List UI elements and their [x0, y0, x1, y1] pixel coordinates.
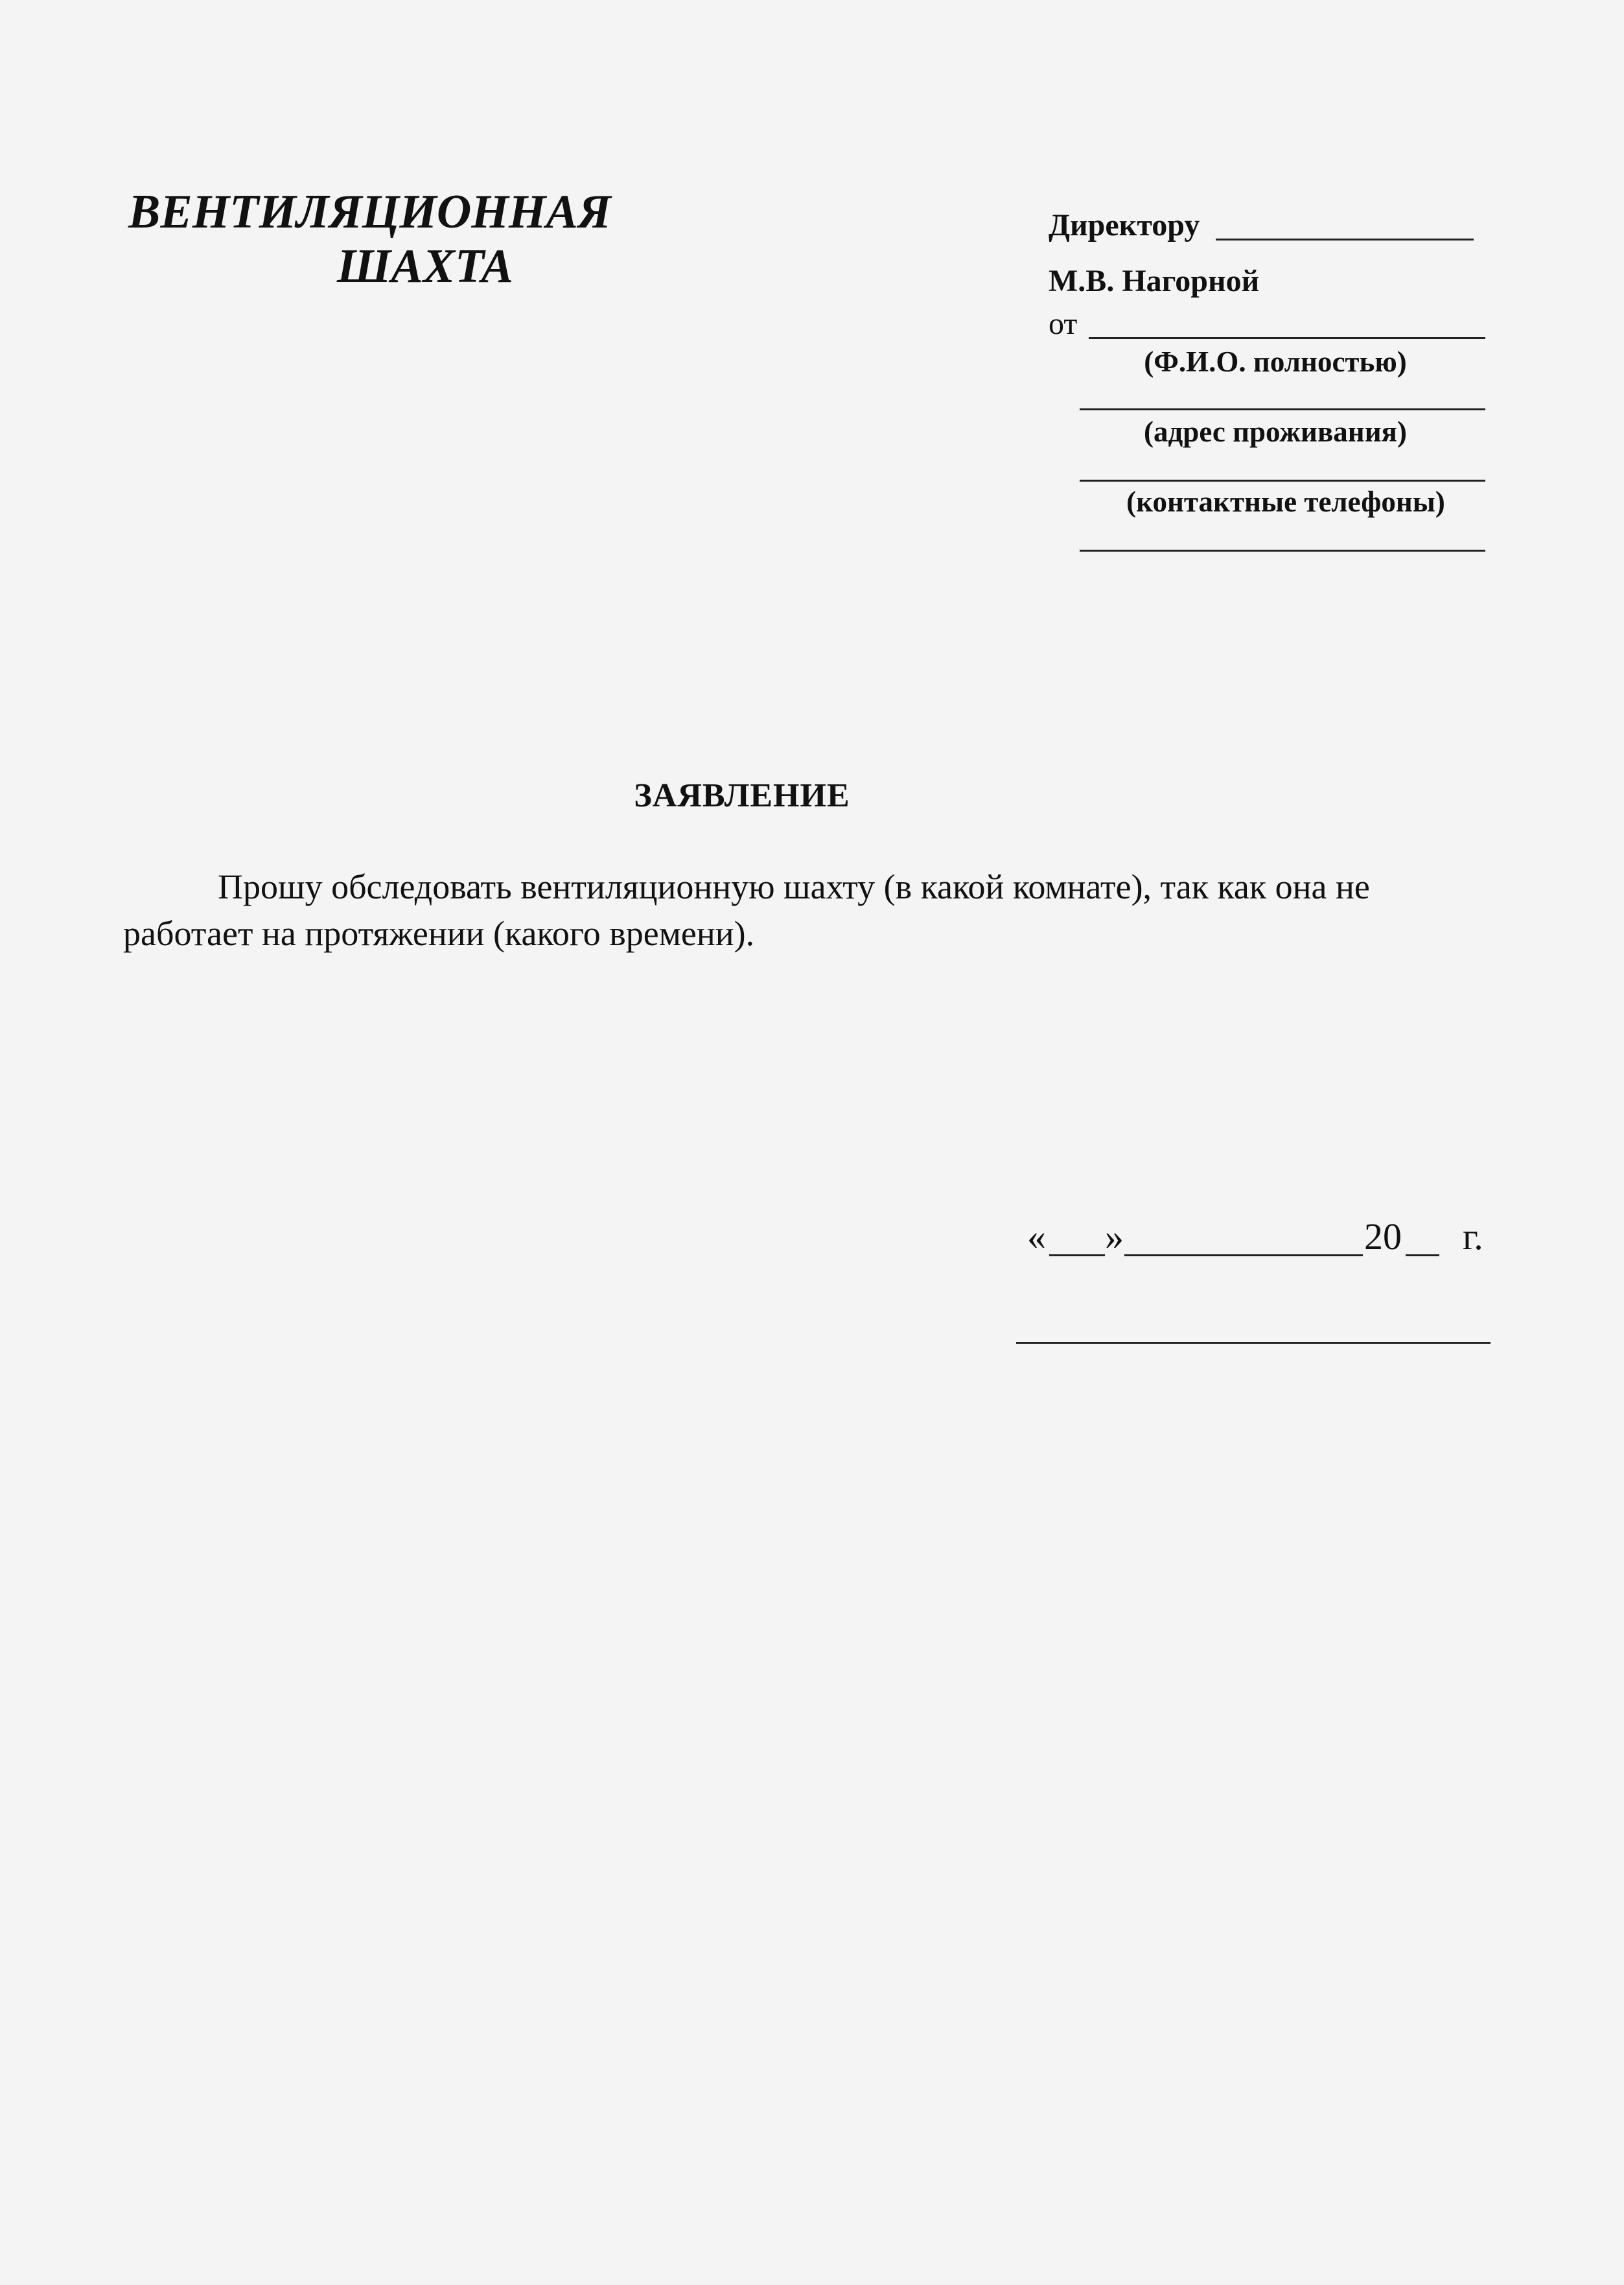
topic-heading-line1: ВЕНТИЛЯЦИОННАЯ [128, 185, 611, 239]
month-blank-line [1124, 1254, 1363, 1256]
year-suffix: г. [1463, 1215, 1483, 1258]
phones-blank-line [1080, 550, 1485, 552]
document-body: Прошу обследовать вентиляционную шахту (в какой комнате), так как она не работает на протяжении (какого времени). [123, 867, 1370, 953]
fio-blank-line [1089, 337, 1485, 339]
phones-caption: (контактные телефоны) [1126, 486, 1445, 518]
topic-heading-line2: ШАХТА [337, 240, 513, 293]
year-blank-line [1406, 1254, 1439, 1256]
day-blank-line [1049, 1254, 1105, 1256]
address-blank-line [1080, 408, 1485, 410]
address-blank-line-2 [1080, 480, 1485, 482]
date-close-quote: » [1105, 1215, 1124, 1258]
address-caption: (адрес проживания) [1144, 416, 1407, 448]
director-name: М.В. Нагорной [1049, 264, 1260, 298]
topic-heading [128, 185, 621, 294]
from-label: от [1049, 307, 1078, 341]
document-title: ЗАЯВЛЕНИЕ [634, 777, 850, 814]
director-label: Директору [1049, 208, 1200, 242]
year-prefix: 20 [1364, 1215, 1402, 1258]
date-open-quote: « [1027, 1215, 1046, 1258]
date-line [1027, 1215, 1494, 1261]
signature-blank-line [1016, 1342, 1491, 1344]
director-blank-line [1216, 239, 1474, 240]
fio-caption: (Ф.И.О. полностью) [1144, 346, 1407, 378]
